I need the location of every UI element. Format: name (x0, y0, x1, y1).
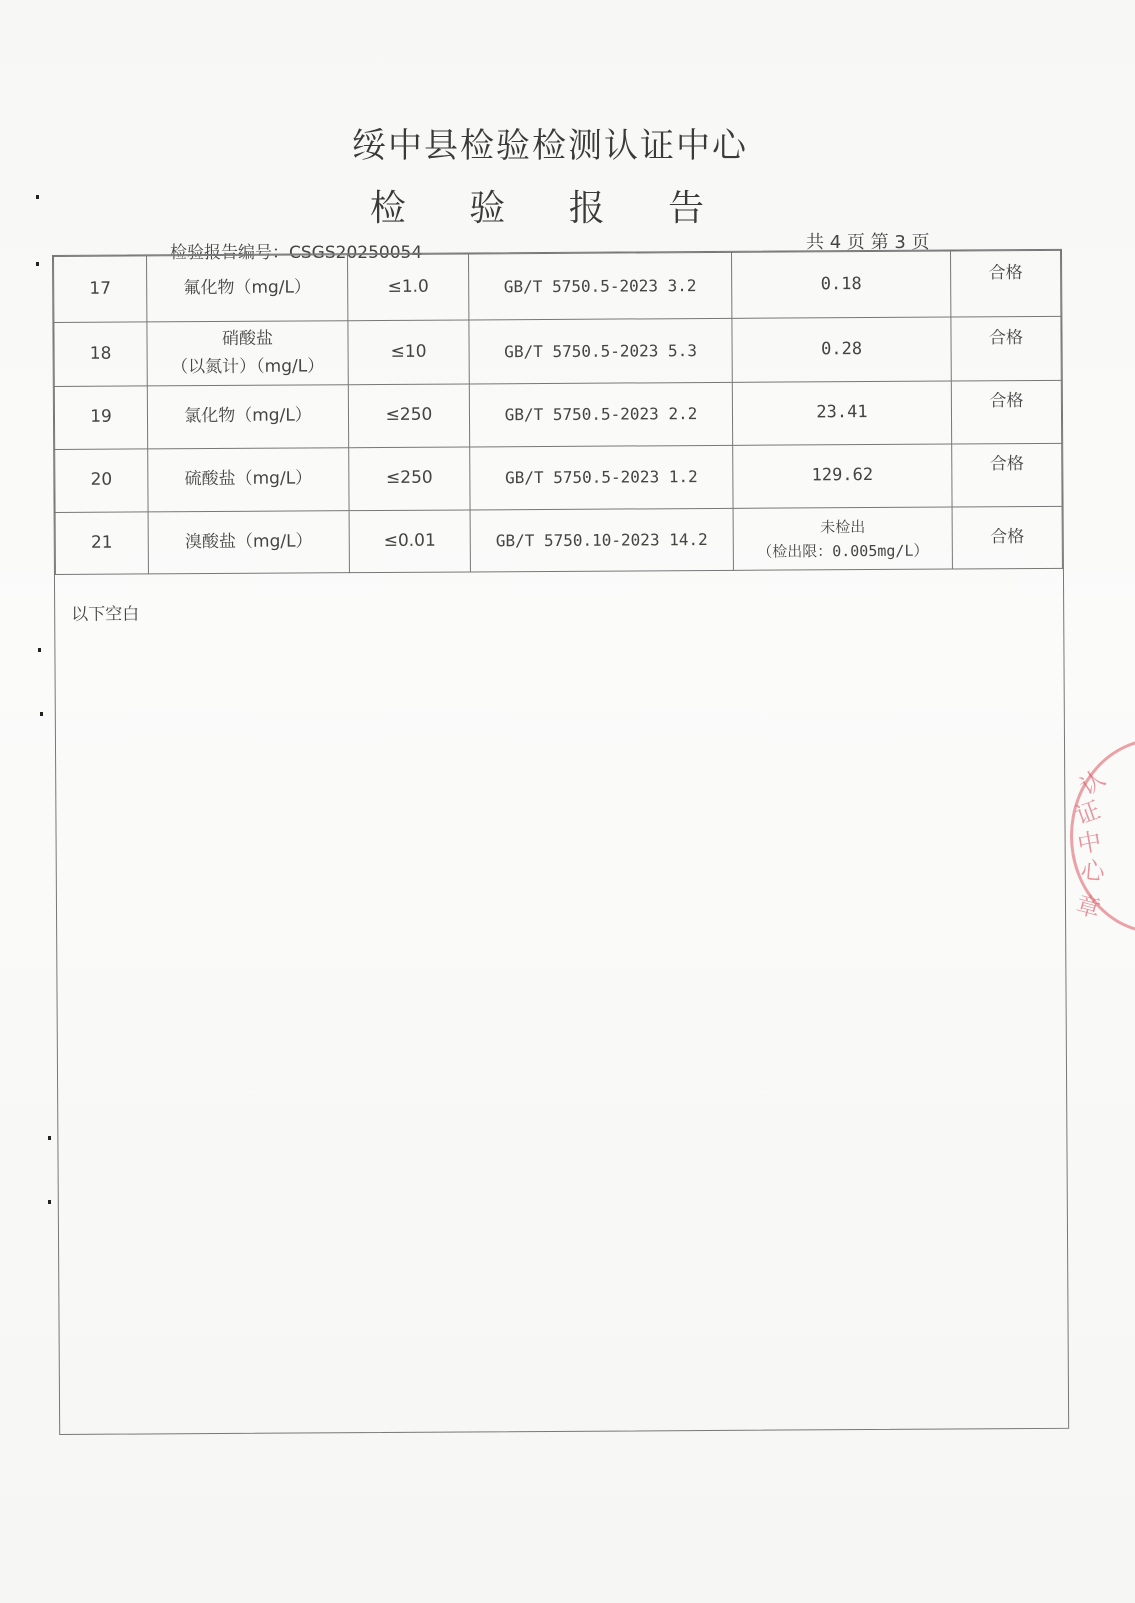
test-method: GB/T 5750.5-2023 5.3 (469, 318, 732, 384)
test-result: 未检出 （检出限：0.005mg/L） (733, 507, 952, 570)
table-row (55, 443, 1062, 512)
seal-char: 证 (1071, 795, 1104, 831)
test-item: 氟化物（mg/L） (147, 255, 348, 322)
results-table (53, 250, 1063, 575)
scan-speck (40, 712, 43, 716)
verdict (950, 250, 1060, 317)
table-row (54, 380, 1061, 449)
row-number: 21 (55, 512, 148, 575)
test-method: GB/T 5750.5-2023 2.2 (469, 382, 732, 447)
test-item: 硫酸盐（mg/L） (148, 448, 349, 512)
blank-below-note: 以下空白 (71, 604, 140, 625)
verdict-label: 合格 (988, 262, 1023, 284)
standard-limit: ≤10 (348, 320, 469, 385)
results-sheet (52, 249, 1069, 1435)
scan-speck (48, 1200, 51, 1204)
organization-name: 绥中县检验检测认证中心 (352, 126, 748, 166)
scan-speck (38, 648, 41, 652)
verdict-label: 合格 (989, 454, 1024, 475)
seal-char: 中 (1075, 827, 1104, 859)
scan-speck (48, 1136, 51, 1140)
scan-speck (36, 262, 39, 266)
report-number: 检验报告编号：CSGS20250054 (170, 243, 423, 263)
test-result: 0.18 (731, 251, 950, 318)
verdict (952, 443, 1062, 507)
verdict (951, 380, 1061, 444)
test-result: 0.28 (732, 317, 951, 382)
document-title: 检 验 报 告 (369, 188, 731, 229)
verdict (952, 506, 1062, 569)
table-row (55, 506, 1062, 574)
verdict-label: 合格 (989, 391, 1024, 412)
standard-limit: ≤0.01 (349, 510, 470, 573)
test-result: 23.41 (732, 381, 951, 445)
row-number: 17 (54, 256, 147, 323)
test-method: GB/T 5750.5-2023 3.2 (469, 252, 732, 320)
verdict-label: 合格 (990, 526, 1025, 548)
test-item: 溴酸盐（mg/L） (148, 511, 349, 574)
seal-char: 认 (1074, 764, 1111, 801)
page-indicator: 共 4 页 第 3 页 (806, 232, 930, 253)
test-method: GB/T 5750.5-2023 1.2 (470, 445, 733, 510)
scan-speck (36, 195, 39, 199)
row-number: 19 (54, 386, 147, 450)
table-row (54, 250, 1061, 322)
standard-limit: ≤250 (349, 447, 470, 511)
official-seal (1070, 738, 1135, 934)
row-number: 20 (55, 449, 148, 513)
test-method: GB/T 5750.10-2023 14.2 (470, 508, 733, 572)
test-item: 氯化物（mg/L） (147, 385, 348, 449)
verdict-label: 合格 (988, 327, 1024, 349)
row-number: 18 (54, 322, 147, 387)
standard-limit: ≤1.0 (348, 254, 469, 321)
verdict (951, 316, 1061, 381)
standard-limit: ≤250 (348, 384, 469, 448)
test-item: 硝酸盐 （以氮计）（mg/L） (147, 321, 348, 386)
test-result: 129.62 (733, 444, 952, 508)
seal-char: 章 (1073, 890, 1104, 924)
table-row (54, 316, 1061, 386)
seal-char: 心 (1079, 855, 1106, 886)
